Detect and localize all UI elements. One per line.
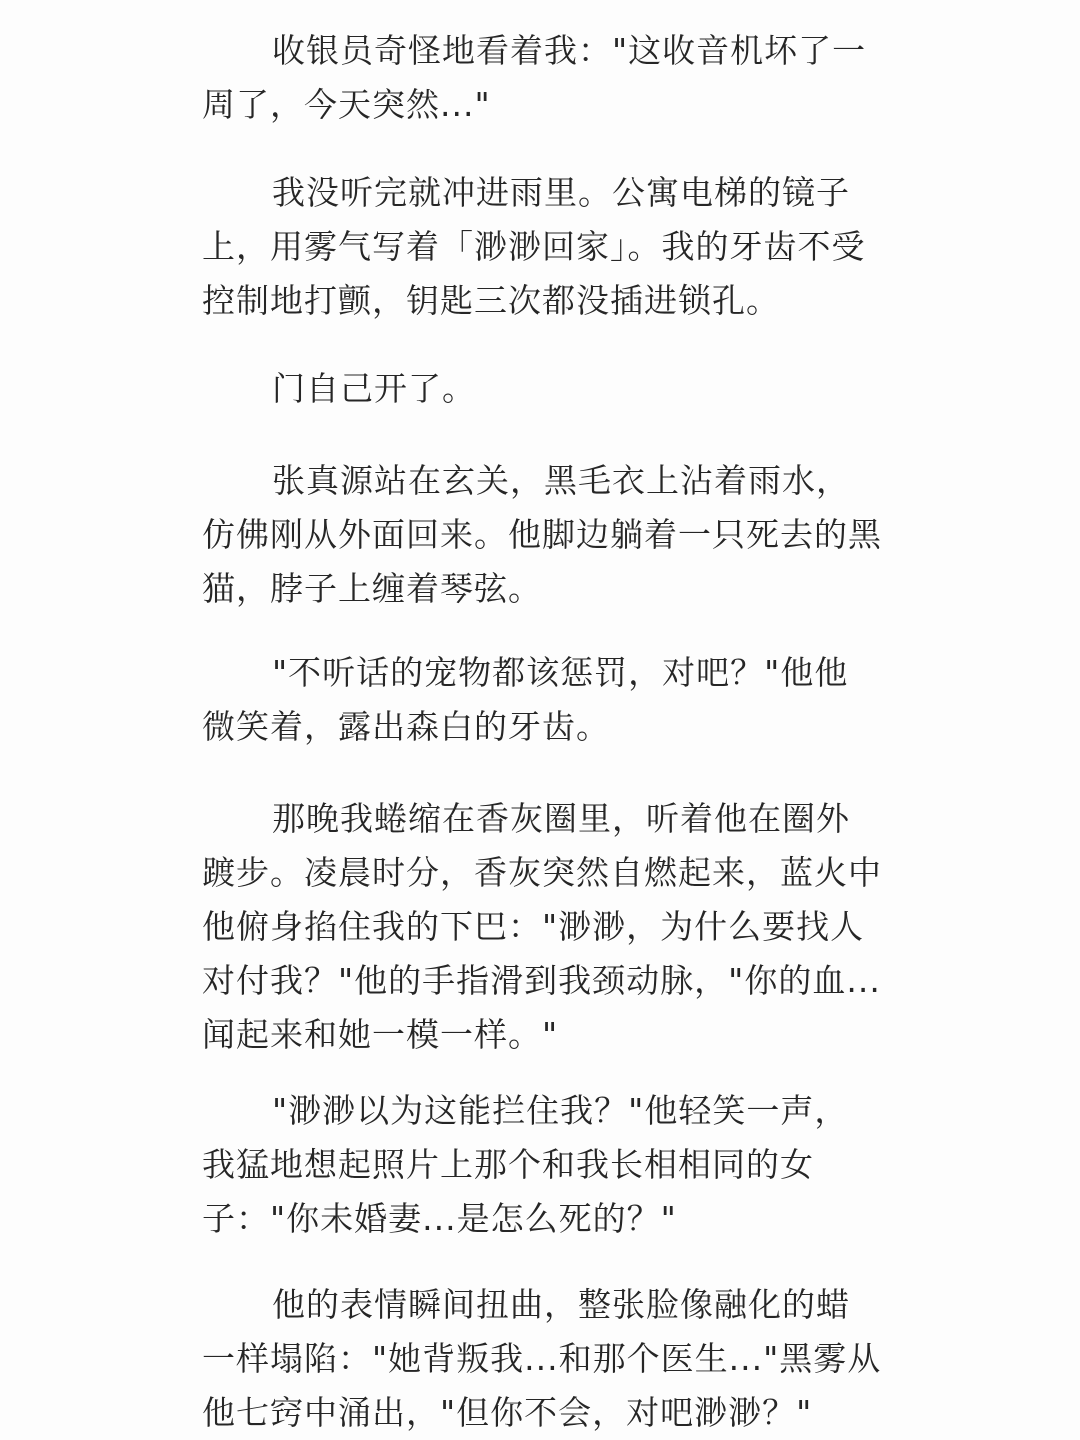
paragraph-1: 收银员奇怪地看着我："这收音机坏了一周了，今天突然..." <box>202 31 867 124</box>
paragraph-3: 门自己开了。 <box>272 369 476 408</box>
paragraph-4: 张真源站在玄关，黑毛衣上沾着雨水，仿佛刚从外面回来。他脚边躺着一只死去的黑猫，脖子上缠着琴弦。 <box>202 461 882 608</box>
paragraph-5: "不听话的宠物都该惩罚，对吧？"他他微笑着，露出森白的牙齿。 <box>202 653 849 746</box>
paragraph-8: 他的表情瞬间扭曲，整张脸像融化的蜡一样塌陷："她背叛我...和那个医生..."黑雾从他七窍中涌出，"但你不会，对吧渺渺？" <box>202 1285 882 1432</box>
paragraph-7: "渺渺以为这能拦住我？"他轻笑一声，我猛地想起照片上那个和我长相相同的女子："你未婚妻...是怎么死的？" <box>202 1091 849 1238</box>
paragraph-2: 我没听完就冲进雨里。公寓电梯的镜子上，用雾气写着「渺渺回家」。我的牙齿不受控制地打颤，钥匙三次都没插进锁孔。 <box>202 173 866 320</box>
paragraph-6: 那晚我蜷缩在香灰圈里，听着他在圈外踱步。凌晨时分，香灰突然自燃起来，蓝火中他俯身掐住我的下巴："渺渺，为什么要找人对付我？"他的手指滑到我颈动脉，"你的血...闻起来和她一模一样。" <box>202 799 882 1054</box>
